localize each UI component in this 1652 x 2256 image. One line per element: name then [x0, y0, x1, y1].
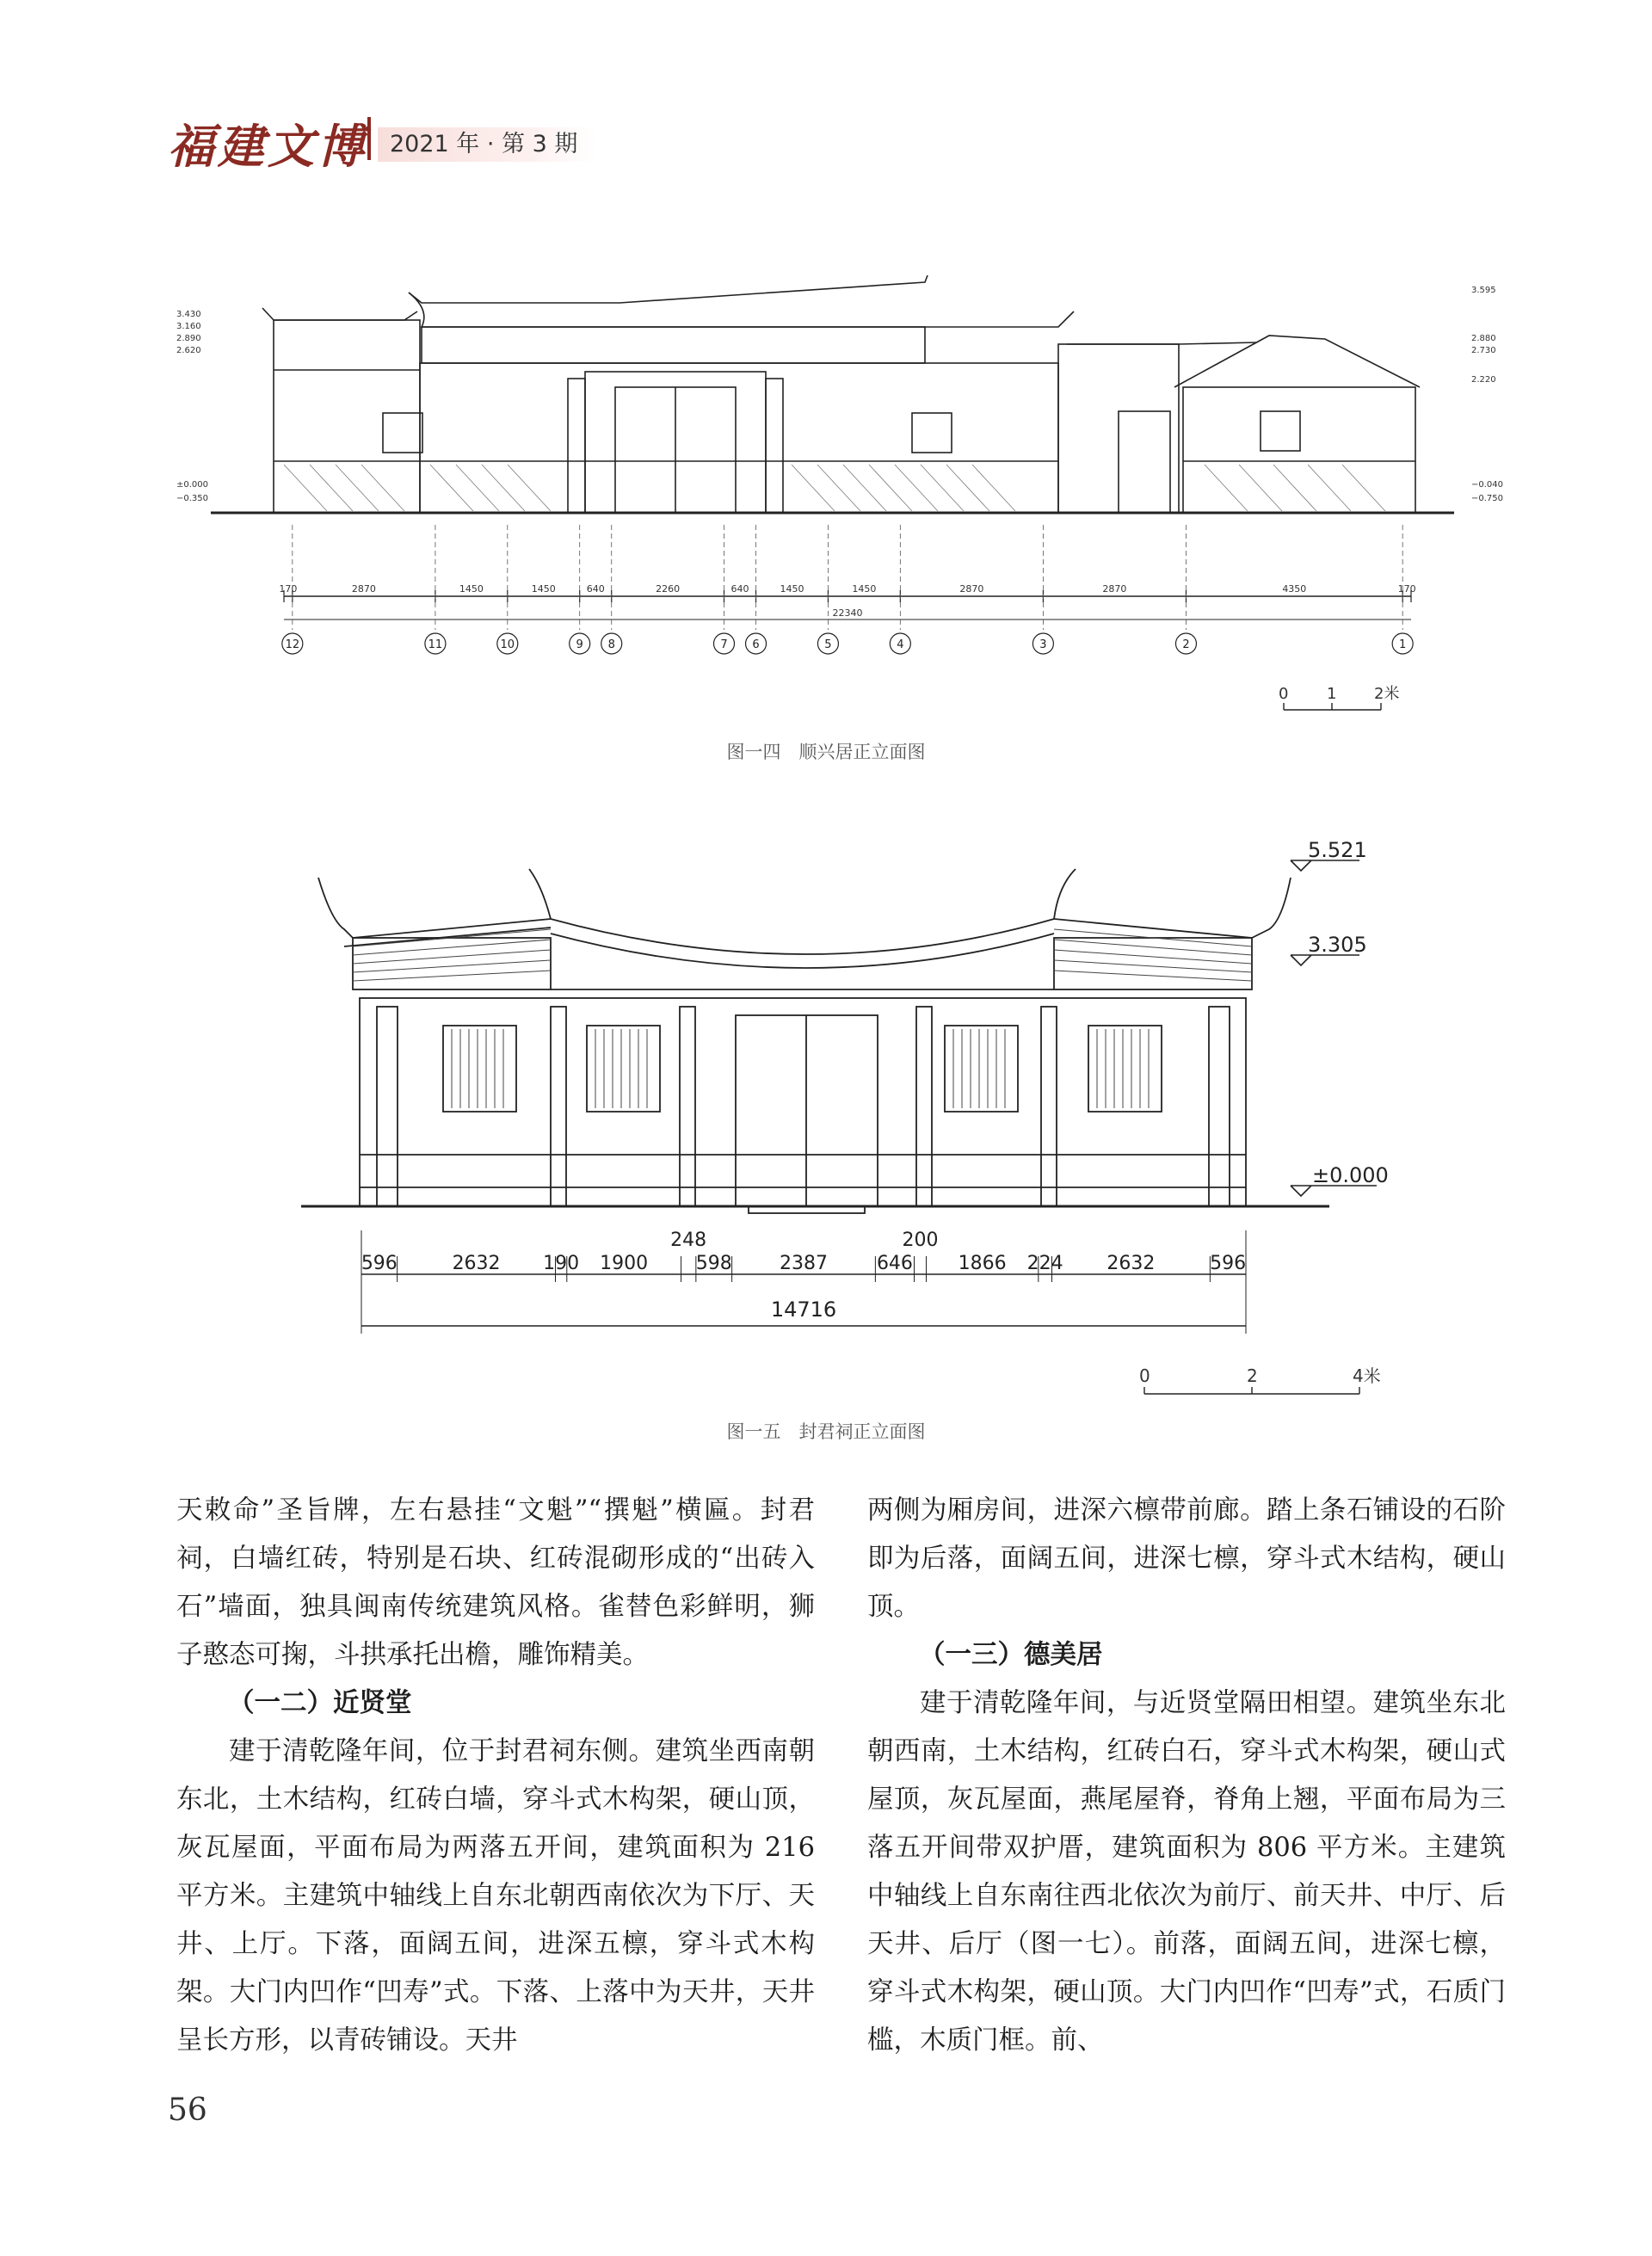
dimension-label: 2632 — [1106, 1253, 1156, 1274]
paragraph: 建于清乾隆年间，与近贤堂隔田相望。建筑坐东北朝西南，土木结构，红砖白石，穿斗式木构架，硬山式屋顶，灰瓦屋面，燕尾屋脊，脊角上翘，平面布局为三落五开间带双护厝，建筑面积为 806 平方米。主建筑中轴线上自东南往西北依次为前厅、前天井、中厅、后天井、后厅（图一七）。前落，面阔五间，进深七檩，穿斗式木构架，硬山顶。大门内凹作“凹寿”式，石质门槛，木质门框。前、 — [867, 1688, 1506, 2056]
dimension-label: 640 — [730, 583, 749, 595]
elevation-right-5: −0.040 — [1471, 480, 1504, 490]
scale-1: 1 — [1327, 685, 1337, 703]
header-divider — [367, 117, 371, 160]
elevation-right-6: −0.750 — [1471, 494, 1504, 503]
dimension-label: 596 — [361, 1253, 398, 1274]
dimension-label: 170 — [1397, 583, 1416, 595]
dimension-label: 1450 — [780, 583, 804, 595]
axis-label: 10 — [500, 638, 515, 651]
dimension-label: 646 — [876, 1253, 913, 1274]
section-heading: （一三）德美居 — [919, 1640, 1103, 1670]
axis-label: 5 — [824, 638, 832, 651]
elevation-left-3: 2.890 — [176, 334, 201, 343]
dimension-label: 190 — [543, 1253, 580, 1274]
issue-label: 2021 年 · 第 3 期 — [378, 127, 596, 162]
axis-label: 11 — [428, 638, 443, 651]
axis-label: 12 — [285, 638, 300, 651]
page-number: 56 — [168, 2093, 207, 2128]
dimension-label: 248 — [670, 1230, 707, 1251]
elevation-left-4: 2.620 — [176, 346, 201, 355]
paragraph: 两侧为厢房间，进深六檩带前廊。踏上条石铺设的石阶即为后落，面阔五间，进深七檩，穿斗式木结构，硬山顶。 — [867, 1495, 1506, 1622]
dimension-label: 1900 — [600, 1253, 649, 1274]
elevation-drawing-fengjunci — [0, 826, 1652, 1445]
scale-2: 2米 — [1374, 685, 1400, 703]
paragraph: 天敕命”圣旨牌，左右悬挂“文魁”“撰魁”横匾。封君祠，白墙红砖，特别是石块、红砖混砌形成的“出砖入石”墙面，独具闽南传统建筑风格。雀替色彩鲜明，狮子憨态可掬，斗拱承托出檐，雕饰精美。 — [176, 1495, 815, 1670]
total-dimension: 22340 — [832, 607, 863, 619]
total-dimension: 14716 — [770, 1298, 837, 1322]
axis-label: 4 — [897, 638, 904, 651]
axis-label: 1 — [1399, 638, 1407, 651]
dimension-label: 1450 — [852, 583, 877, 595]
dimension-label: 170 — [279, 583, 298, 595]
dimension-label: 596 — [1210, 1253, 1247, 1274]
running-header — [168, 110, 650, 174]
scale-4: 4米 — [1353, 1365, 1381, 1386]
elevation-right-4: 2.220 — [1471, 375, 1496, 385]
elevation-drawing-shunxingju — [0, 258, 1652, 774]
scale-0: 0 — [1139, 1365, 1150, 1386]
dimension-label: 224 — [1026, 1253, 1063, 1274]
dimension-label: 640 — [586, 583, 605, 595]
axis-label: 3 — [1039, 638, 1047, 651]
elevation-right-2: 2.880 — [1471, 334, 1496, 343]
scale-2: 2 — [1247, 1365, 1258, 1386]
figure-15-caption: 图一五 封君祠正立面图 — [726, 1421, 926, 1442]
figure-14-caption: 图一四 顺兴居正立面图 — [726, 742, 926, 762]
dimension-label: 2870 — [959, 583, 984, 595]
elevation-right-1: 3.595 — [1471, 286, 1496, 295]
paragraph: 建于清乾隆年间，位于封君祠东侧。建筑坐西南朝东北，土木结构，红砖白墙，穿斗式木构架，硬山顶，灰瓦屋面，平面布局为两落五开间，建筑面积为 216 平方米。主建筑中轴线上自东北朝西南依次为下厅、天井、上厅。下落，面阔五间，进深五檩，穿斗式木构架。大门内凹作“凹寿”式。下落、上落中为天井，天井呈长方形，以青砖铺设。天井 — [176, 1736, 815, 2056]
left-column — [176, 1487, 815, 2065]
dimension-label: 1450 — [459, 583, 484, 595]
dimension-label: 2870 — [351, 583, 376, 595]
elevation-left-6: −0.350 — [176, 494, 209, 503]
dimension-label: 2632 — [452, 1253, 501, 1274]
axis-label: 6 — [752, 638, 760, 651]
dimension-label: 2387 — [780, 1253, 828, 1274]
dimension-label: 4350 — [1282, 583, 1307, 595]
figure-15 — [0, 826, 1652, 1445]
right-column — [867, 1487, 1506, 2065]
journal-logo: 福建文博 — [168, 119, 367, 174]
level-ground: ±0.000 — [1312, 1163, 1389, 1187]
figure-14 — [0, 258, 1652, 774]
elevation-left-5: ±0.000 — [176, 480, 209, 490]
axis-label: 9 — [576, 638, 583, 651]
axis-label: 7 — [720, 638, 728, 651]
axis-label: 2 — [1182, 638, 1190, 651]
scale-0: 0 — [1279, 685, 1289, 703]
axis-label: 8 — [607, 638, 615, 651]
level-top: 5.521 — [1308, 838, 1367, 862]
section-heading: （一二）近贤堂 — [228, 1688, 412, 1718]
dimension-label: 1866 — [958, 1253, 1007, 1274]
elevation-left-1: 3.430 — [176, 310, 201, 319]
elevation-left-2: 3.160 — [176, 322, 201, 331]
dimension-label: 598 — [695, 1253, 732, 1274]
level-eave: 3.305 — [1308, 933, 1367, 957]
dimension-label: 2870 — [1102, 583, 1127, 595]
dimension-label: 200 — [902, 1230, 939, 1251]
elevation-right-3: 2.730 — [1471, 346, 1496, 355]
dimension-label: 1450 — [531, 583, 556, 595]
dimension-label: 2260 — [656, 583, 681, 595]
